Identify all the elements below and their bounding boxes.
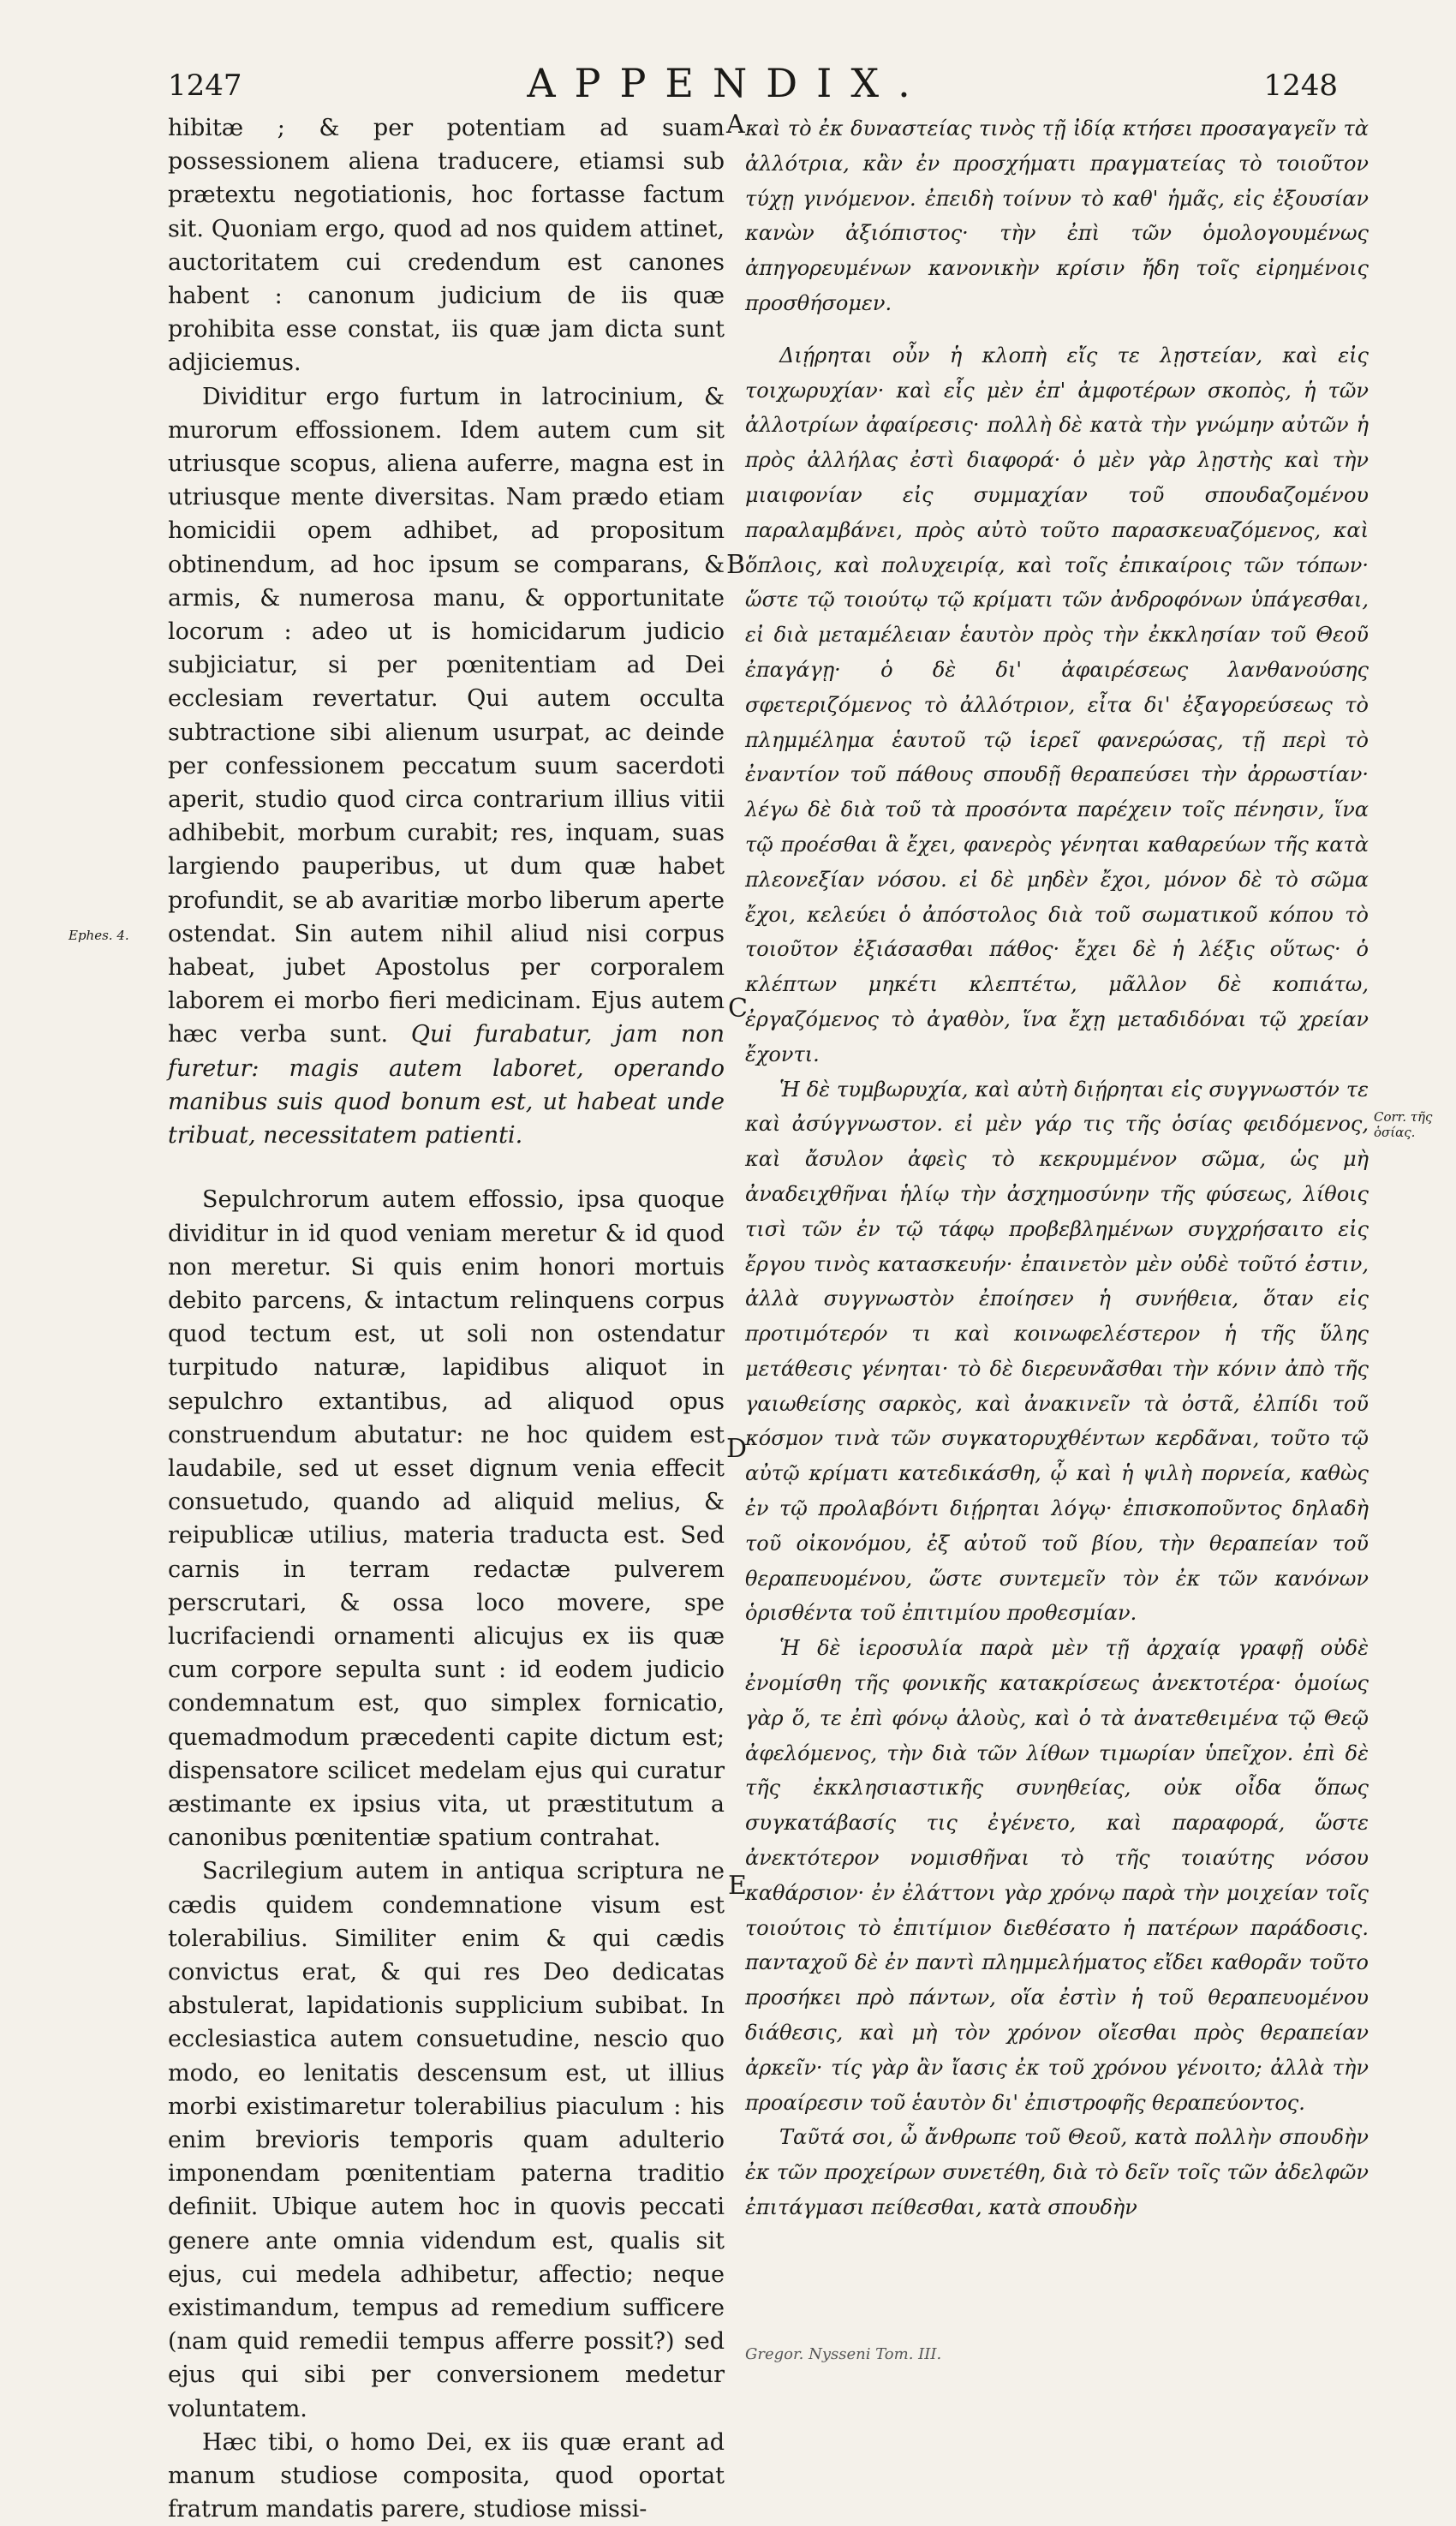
greek-paragraph-5: Ταῦτά σοι, ὦ ἄνθρωπε τοῦ Θεοῦ, κατὰ πολλὴν σπουδὴν ἐκ τῶν προχείρων συνετέθη, διὰ τὸ δεῖν τοῖς τῶν ἀδελφῶν ἐπιτάγμασι πείθεσθαι, κατὰ σπουδὴν: [745, 2125, 1369, 2220]
side-note-correction: Corr. τῆς ὁσίας.: [1374, 1109, 1433, 1140]
greek-paragraph-2: Διῄρηται οὖν ἡ κλοπὴ εἴς τε λῃστείαν, καὶ εἰς τοιχωρυχίαν· καὶ εἷς μὲν ἐπ' ἀμφοτέρων σκοπὸς, ἡ τῶν ἀλλοτρίων ἀφαίρεσις· πολλὴ δὲ κατὰ τὴν γνώμην αὐτῶν ἡ πρὸς ἀλλήλας ἐστὶ διαφορά· ὁ μὲν γὰρ λῃστὴς καὶ τὴν μιαιφονίαν εἰς συμμαχίαν τοῦ σπουδαζομένου παραλαμβάνει, πρὸς αὐτὸ τοῦτο παρασκευαζόμενος, καὶ ὅπλοις, καὶ πολυχειρίᾳ, καὶ τοῖς ἐπικαίροις τῶν τόπων· ὥστε τῷ τοιούτῳ τῷ κρίματι τῶν ἀνδροφόνων ὑπάγεσθαι, εἰ διὰ μεταμέλειαν ἑαυτὸν πρὸς τὴν ἐκκλησίαν τοῦ Θεοῦ ἐπαγάγῃ· ὁ δὲ δι' ἀφαιρέσεως λανθανούσης σφετεριζόμενος τὸ ἀλλότριον, εἶτα δι' ἐξαγορεύσεως τὸ πλημμέλημα ἑαυτοῦ τῷ ἱερεῖ φανερώσας, τῇ περὶ τὸ ἐναντίον τοῦ πάθους σπουδῇ θεραπεύσει τὴν ἀρρωστίαν· λέγω δὲ διὰ τοῦ τὰ προσόντα παρέχειν τοῖς πένησιν, ἵνα τῷ προέσθαι ἃ ἔχει, φανερὸς γένηται καθαρεύων τῆς κατὰ πλεονεξίαν νόσου. εἰ δὲ μηδὲν ἔχοι, μόνον δὲ τὸ σῶμα ἔχοι, κελεύει ὁ ἀπόστολος διὰ τοῦ σωματικοῦ κόπου τὸ τοιοῦτον ἐξιάσασθαι πάθος· ἔχει δὲ ἡ λέξις οὕτως· ὁ κλέπτων μηκέτι κλεπτέτω, μᾶλλον δὲ κοπιάτω, ἐργαζόμενος τὸ ἀγαθὸν, ἵνα ἔχῃ μεταδιδόναι τῷ χρείαν ἔχοντι.: [745, 343, 1369, 1066]
greek-paragraph-4: Ἡ δὲ ἱεροσυλία παρὰ μὲν τῇ ἀρχαίᾳ γραφῇ οὐδὲ ἐνομίσθη τῆς φονικῆς κατακρίσεως ἀνεκτοτέρα· ὁμοίως γὰρ ὅ, τε ἐπὶ φόνῳ ἁλοὺς, καὶ ὁ τὰ ἀνατεθειμένα τῷ Θεῷ ἀφελόμενος, τὴν διὰ τῶν λίθων τιμωρίαν ὑπεῖχον. ἐπὶ δὲ τῆς ἐκκλησιαστικῆς συνηθείας, οὐκ οἶδα ὅπως συγκατάβασίς τις ἐγένετο, καὶ παραφορά, ὥστε ἀνεκτότερον νομισθῆναι τὸ τῆς τοιαύτης νόσου καθάρσιον· ἐν ἐλάττονι γὰρ χρόνῳ παρὰ τὴν μοιχείαν τοῖς τοιούτοις τὸ ἐπιτίμιον διεθέσατο ἡ πατέρων παράδοσις. πανταχοῦ δὲ ἐν παντὶ πλημμελήματος εἴδει καθορᾶν τοῦτο προσήκει πρὸ πάντων, οἵα ἐστὶν ἡ τοῦ θεραπευομένου διάθεσις, καὶ μὴ τὸν χρόνον οἴεσθαι πρὸς θεραπείαν ἀρκεῖν· τίς γὰρ ἂν ἴασις ἐκ τοῦ χρόνου γένοιτο; ἀλλὰ τὴν προαίρεσιν τοῦ ἑαυτὸν δι' ἐπιστροφῆς θεραπεύοντος.: [745, 1636, 1369, 2115]
margin-letter-b: B: [726, 550, 746, 580]
latin-paragraph-4: Sacrilegium autem in antiqua scriptura ne cædis quidem condemnatione visum est tolerabilius. Similiter enim & qui cædis convictus erat, & qui res Deo dedicatas abstulerat, lapidationis supplicium subibat. In ecclesiastica autem consuetudine, nescio quo modo, eo lenitatis descensum est, ut illius morbi existimaretur tolerabilius piaculum : his enim brevioris temporis quam adulterio imponendam pœnitentiam paterna traditio definiit. Ubique autem hoc in quovis peccati genere ante omnia videndum est, qualis sit ejus, cui medela adhibetur, affectio; neque existimandum, tempus ad remedium sufficere (nam quid remedii tempus afferre possit?) sed ejus qui sibi per conversionem medetur voluntatem.: [168, 1858, 725, 2422]
greek-paragraph-1: καὶ τὸ ἐκ δυναστείας τινὸς τῇ ἰδίᾳ κτήσει προσαγαγεῖν τὰ ἀλλότρια, κἂν ἐν προσχήματι πραγματείας τὸ τοιοῦτον τύχῃ γινόμενον. ἐπειδὴ τοίνυν τὸ καθ' ἡμᾶς, εἰς ἐξουσίαν κανὼν ἀξιόπιστος· τὴν ἐπὶ τῶν ὁμολογουμένως ἀπηγορευμένων κανονικὴν κρίσιν ἤδη τοῖς εἰρημένοις προσθήσομεν.: [745, 116, 1369, 315]
side-note-ephes: Ephes. 4.: [69, 928, 129, 943]
margin-letter-c: C: [728, 994, 748, 1024]
running-title: APPENDIX.: [527, 60, 929, 106]
margin-letter-d: D: [726, 1434, 748, 1464]
page-header: [0, 60, 1456, 111]
page-number-left: 1247: [168, 69, 242, 103]
margin-letter-e: E: [728, 1871, 747, 1901]
scripture-quote: Qui furabatur, jam non furetur: magis autem laboret, operando manibus suis quod bonum est, ut habeat unde tribuat, necessitatem patienti.: [168, 1021, 725, 1150]
latin-column: [168, 111, 725, 2526]
latin-paragraph-1: hibitæ ; & per potentiam ad suam possessionem aliena traducere, etiamsi sub prætextu negotiationis, hoc fortasse factum sit. Quoniam ergo, quod ad nos quidem attinet, auctoritatem cui credendum est canones habent : canonum judicium de iis quæ prohibita esse constat, iis quæ jam dicta sunt adjiciemus.: [168, 115, 725, 377]
page-footer: Gregor. Nysseni Tom. III.: [745, 2345, 942, 2363]
greek-column: [745, 111, 1369, 2225]
page-number-right: 1248: [1263, 69, 1338, 103]
latin-paragraph-2: [168, 380, 725, 1153]
latin-paragraph-2-text: Dividitur ergo furtum in latrocinium, & murorum effossionem. Idem autem cum sit utriusque scopus, aliena auferre, magna est in utriusque mente diversitas. Nam prædo etiam homicidii opem adhibet, ad propositum obtinendum, ad hoc ipsum se comparans, & armis, & numerosa manu, & opportunitate locorum : adeo ut is homicidarum judicio subjiciatur, si per pœnitentiam ad Dei ecclesiam revertatur. Qui autem occulta subtractione sibi alienum usurpat, ac deinde per confessionem peccatum suum sacerdoti aperit, studio quod circa contrarium illius vitii adhibebit, morbum curabit; res, inquam, suas largiendo pauperibus, ut dum quæ habet profundit, se ab avaritiæ morbo liberum aperte ostendat. Sin autem nihil aliud nisi corpus habeat, jubet Apostolus per corporalem laborem ei morbo fieri medicinam. Ejus autem hæc verba sunt.: [168, 383, 725, 1048]
latin-paragraph-5: Hæc tibi, o homo Dei, ex iis quæ erant ad manum studiose composita, quod oportat fratrum mandatis parere, studiose missi-: [168, 2428, 725, 2523]
margin-letter-a: A: [726, 110, 745, 140]
latin-paragraph-3: Sepulchrorum autem effossio, ipsa quoque dividitur in id quod veniam meretur & id quod non meretur. Si quis enim honori mortuis debito parcens, & intactum relinquens corpus quod tectum est, ut soli non ostendatur turpitudo naturæ, lapidibus aliquot in sepulchro extantibus, ad aliquod opus construendum abutatur: ne hoc quidem est laudabile, sed ut esset dignum venia effecit consuetudo, quando ad aliquid melius, & reipublicæ utilius, materia traducta est. Sed carnis in terram redactæ pulverem perscrutari, & ossa loco movere, spe lucrifaciendi ornamenti alicujus ex iis quæ cum corpore sepulta sunt : id eodem judicio condemnatum est, quo simplex fornicatio, quemadmodum præcedenti capite dictum est; dispensatore scilicet medelam ejus qui curatur æstimante ex ipsius vita, ut præstitutum a canonibus pœnitentiæ spatium contrahat.: [168, 1186, 725, 1852]
greek-paragraph-3: Ἡ δὲ τυμβωρυχία, καὶ αὐτὴ διῄρηται εἰς συγγνωστόν τε καὶ ἀσύγγνωστον. εἰ μὲν γάρ τις τῆς ὁσίας φειδόμενος, καὶ ἄσυλον ἀφεὶς τὸ κεκρυμμένον σῶμα, ὡς μὴ ἀναδειχθῆναι ἡλίῳ τὴν ἀσχημοσύνην τῆς φύσεως, λίθοις τισὶ τῶν ἐν τῷ τάφῳ προβεβλημένων συγχρήσαιτο εἰς ἔργου τινὸς κατασκευήν· ἐπαινετὸν μὲν οὐδὲ τοῦτό ἐστιν, ἀλλὰ συγγνωστὸν ἐποίησεν ἡ συνήθεια, ὅταν εἰς προτιμότερόν τι καὶ κοινωφελέστερον ἡ τῆς ὕλης μετάθεσις γένηται· τὸ δὲ διερευνᾶσθαι τὴν κόνιν ἀπὸ τῆς γαιωθείσης σαρκὸς, καὶ ἀνακινεῖν τὰ ὀστᾶ, ἐλπίδι τοῦ κόσμον τινὰ τῶν συγκατορυχθέντων κερδᾶναι, τοῦτο τῷ αὐτῷ κρίματι κατεδικάσθη, ᾧ καὶ ἡ ψιλὴ πορνεία, καθὼς ἐν τῷ προλαβόντι διῄρηται λόγῳ· ἐπισκοποῦντος δηλαδὴ τοῦ οἰκονόμου, ἐξ αὐτοῦ τοῦ βίου, τὴν θεραπείαν τοῦ θεραπευομένου, ὥστε συντεμεῖν τὸν ἐκ τῶν κανόνων ὁρισθέντα τοῦ ἐπιτιμίου προθεσμίαν.: [745, 1077, 1369, 1626]
